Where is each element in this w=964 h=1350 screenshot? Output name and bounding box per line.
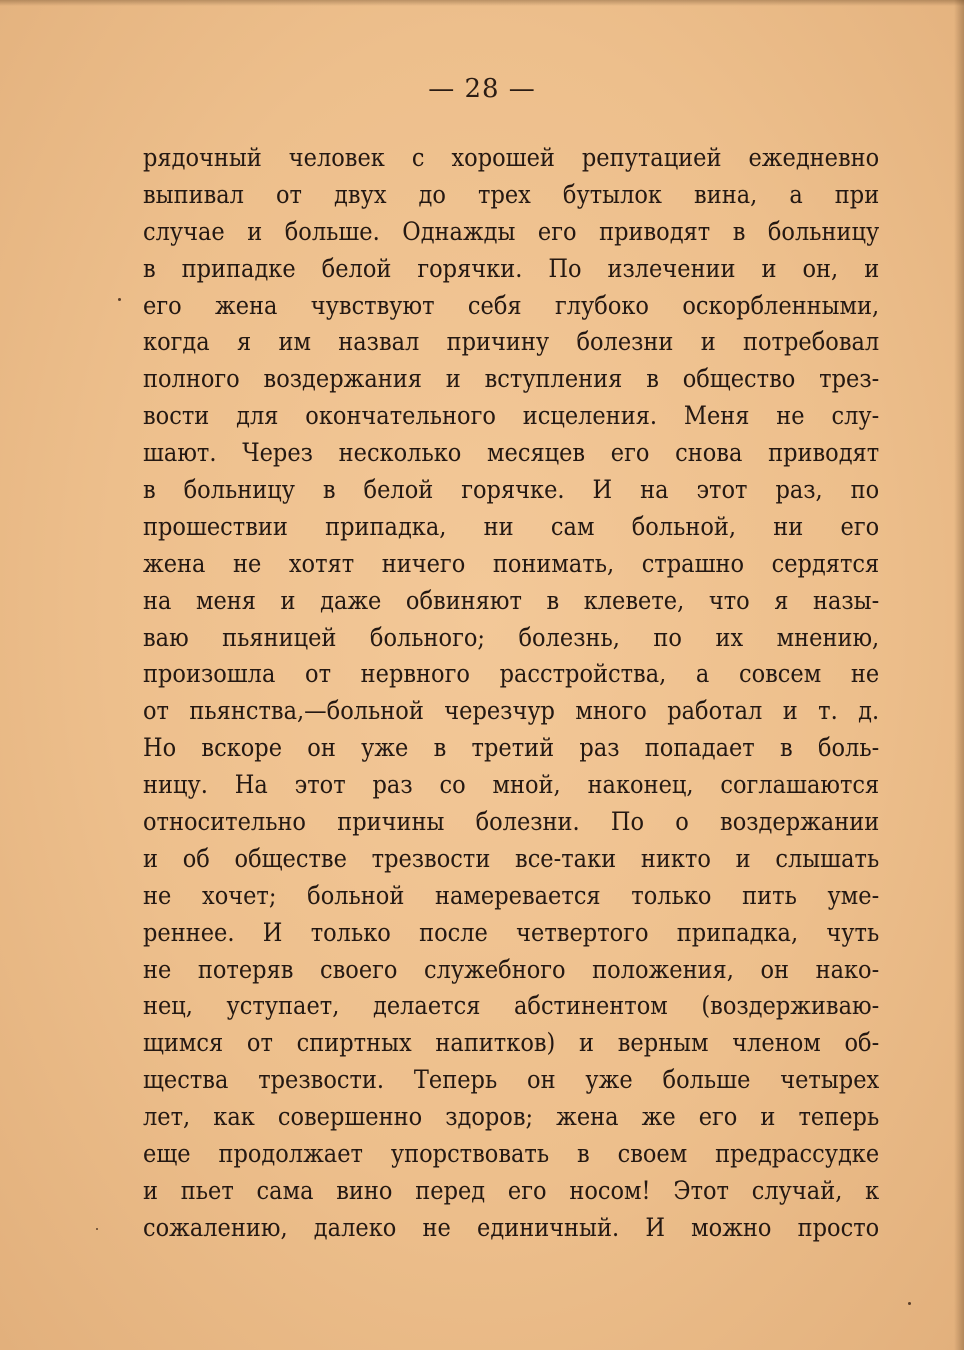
text-line: случае и больше. Однажды его приводят в больницу bbox=[143, 216, 880, 246]
text-line: щимся от спиртных напитков) и верным членом об- bbox=[143, 1028, 880, 1058]
text-line: произошла от нервного расстройства, а совсем не bbox=[143, 659, 880, 689]
text-line: прошествии припадка, ни сам больной, ни его bbox=[143, 511, 880, 541]
text-line: щества трезвости. Теперь он уже больше четырех bbox=[143, 1065, 880, 1095]
text-line: сожалению, далеко не единичный. И можно просто bbox=[143, 1212, 880, 1242]
text-line: шают. Через несколько месяцев его снова приводят bbox=[143, 438, 880, 468]
page-right-shadow bbox=[954, 0, 964, 1350]
text-line: его жена чувствуют себя глубоко оскорбленными, bbox=[143, 290, 880, 320]
text-line: рядочный человек с хорошей репутацией ежедневно bbox=[143, 143, 880, 172]
text-line: ваю пьяницей больного; болезнь, по их мнению, bbox=[143, 622, 880, 652]
text-line: вости для окончательного исцеления. Меня не слу- bbox=[143, 401, 880, 431]
text-line: и об обществе трезвости все-таки никто и слышать bbox=[143, 843, 880, 873]
paper-speck bbox=[908, 1302, 911, 1305]
page-number: — 28 — bbox=[428, 74, 536, 104]
page-top-shadow bbox=[0, 0, 964, 6]
text-line: выпивал от двух до трех бутылок вина, а при bbox=[143, 179, 880, 209]
text-line: ницу. На этот раз со мной, наконец, соглашаются bbox=[143, 770, 880, 800]
paper-speck bbox=[96, 1228, 98, 1230]
text-line: от пьянства,—больной черезчур много работал и т. д. bbox=[143, 696, 880, 726]
text-line: на меня и даже обвиняют в клевете, что я назы- bbox=[143, 585, 880, 615]
text-line: жена не хотят ничего понимать, страшно сердятся bbox=[143, 548, 880, 578]
text-line: не потеряв своего служебного положения, он нако- bbox=[143, 954, 880, 984]
text-line: нец, уступает, делается абстинентом (воздерживаю- bbox=[143, 991, 880, 1021]
text-line: лет, как совершенно здоров; жена же его и теперь bbox=[143, 1102, 880, 1132]
text-line: еще продолжает упорствовать в своем предрассудке bbox=[143, 1139, 880, 1169]
text-line: когда я им назвал причину болезни и потребовал bbox=[143, 327, 880, 357]
text-line: в больницу в белой горячке. И на этот раз, по bbox=[143, 475, 880, 505]
body-text bbox=[143, 140, 879, 1247]
text-line: не хочет; больной намеревается только пить уме- bbox=[143, 880, 880, 910]
text-line: относительно причины болезни. По о воздержании bbox=[143, 807, 880, 837]
text-line: в припадке белой горячки. По излечении и он, и bbox=[143, 253, 880, 283]
text-line: реннее. И только после четвертого припадка, чуть bbox=[143, 917, 880, 947]
text-line: и пьет сама вино перед его носом! Этот случай, к bbox=[143, 1175, 880, 1205]
text-line: Но вскоре он уже в третий раз попадает в боль- bbox=[143, 733, 880, 763]
paper-speck bbox=[118, 298, 121, 301]
text-line: полного воздержания и вступления в общество трез- bbox=[143, 364, 880, 394]
